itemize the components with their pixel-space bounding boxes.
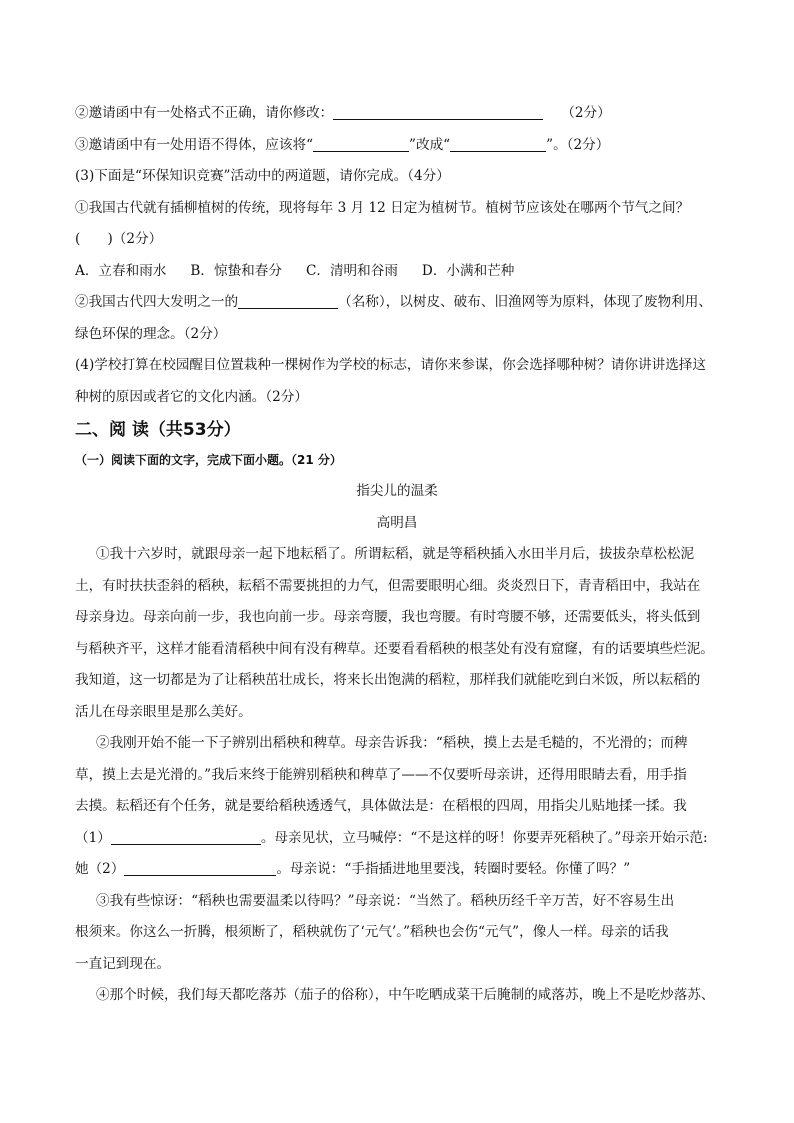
answer-blank[interactable] [111, 830, 261, 845]
question-4: (4)学校打算在校园醒目位置栽种一棵树作为学校的标志，请你来参谋，你会选择哪种树？请你讲讲选择这 [75, 357, 706, 373]
paragraph-line: 去摸。耘稻还有个任务，就是要给稻秧透透气，具体做法是：在稻根的四周，用指尖儿贴地揉一揉。我 [75, 798, 687, 814]
paragraph-line: 与稻秧齐平，这样才能看清稻秧中间有没有稗草。还要看看稻秧的根茎处有没有窟窿，有的话要填些烂泥。 [75, 640, 714, 657]
paragraph-line: ④那个时候，我们每天都吃落苏（茄子的俗称），中午吃晒成菜干后腌制的咸落苏，晚上不是吃炒落苏、 [96, 987, 715, 1003]
option-b[interactable]: B．惊蛰和春分 [190, 262, 282, 279]
answer-blank[interactable] [238, 294, 338, 309]
paragraph-line: 活儿在母亲眼里是那么美好。 [75, 703, 252, 720]
option-d[interactable]: D．小满和芒种 [421, 262, 515, 279]
paragraph-blank-2: 她（2） 。母亲说：“手指插进地里要浅，转圈时要轻。你懂了吗？” [75, 861, 631, 877]
paragraph-line: 土，有时扶扶歪斜的稻秧，耘稻不需要挑担的力气，但需要眼明心细。炎炎烈日下，青青稻田中，我站在 [75, 577, 701, 594]
question-3: (3)下面是“环保知识竞赛”活动中的两道题，请你完成。（4分） [75, 168, 450, 184]
question-3-2-cont: 绿色环保的理念。（2分） [75, 325, 227, 342]
question-3-2: ②我国古代四大发明之一的 （名称），以树皮、破布、旧渔网等为原料，体现了废物利用、 [75, 294, 712, 310]
paragraph-line: 根须来。你这么一折腾，根须断了，稻秧就伤了‘元气’。”稻秧也会伤“元气”，像人一样。母亲的话我 [75, 924, 669, 940]
answer-blank[interactable] [450, 137, 546, 152]
option-c[interactable]: C．清明和谷雨 [305, 262, 398, 279]
paragraph-line: 草，摸上去是光滑的。”我后来终于能辨别稻秧和稗草了——不仅要听母亲讲，还得用眼睛去看，用手指 [75, 766, 687, 783]
section-title: 二、阅 读（共53分） [75, 420, 241, 440]
question-3-1-answer: ( )（2分） [75, 231, 163, 247]
answer-blank[interactable] [124, 861, 276, 876]
option-a[interactable]: A．立春和雨水 [75, 262, 167, 279]
paragraph-line: 母亲身边。母亲向前一步，我也向前一步。母亲弯腰，我也弯腰。有时弯腰不够，还需要低头，将头低到 [75, 609, 701, 625]
section-subtitle: （一）阅读下面的文字，完成下面小题。（21 分） [75, 453, 342, 467]
paragraph-line: 一直记到现在。 [75, 955, 171, 972]
paragraph-line: ①我十六岁时，就跟母亲一起下地耘稻了。所谓耘稻，就是等稻秧插入水田半月后，拔拔杂草松松泥 [96, 546, 695, 562]
paragraph-line: ③我有些惊讶：“稻秧也需要温柔以待吗？”母亲说：“当然了。稻秧历经千辛万苦，好不容易生出 [96, 892, 675, 909]
question-3-1: ①我国古代就有插柳植树的传统，现将每年 3 月 12 日定为植树节。植树节应该处在哪两个节气之间？ [75, 199, 690, 216]
article-author: 高明昌 [376, 515, 418, 531]
paragraph-blank-1: （1） 。母亲见状，立马喊停：“不是这样的呀！你要弄死稻秧了。”母亲开始示范: [75, 829, 708, 846]
question-4-cont: 种树的原因或者它的文化内涵。（2分） [75, 388, 308, 405]
answer-blank[interactable] [333, 105, 543, 120]
paragraph-line: ②我刚开始不能一下子辨别出稻秧和稗草。母亲告诉我：“稻秧，摸上去是毛糙的，不光滑的；而稗 [96, 735, 688, 751]
question-2-3: ③邀请函中有一处用语不得体，应该将“ ”改成“ ”。（2分） [75, 136, 610, 153]
paragraph-line: 我知道，这一切都是为了让稻秧茁壮成长，将来长出饱满的稻粒，那样我们就能吃到白米饭，所以耘稻的 [75, 672, 701, 688]
article-title: 指尖儿的温柔 [356, 483, 438, 499]
answer-blank[interactable] [313, 137, 409, 152]
options-row [0, 256, 794, 288]
question-2-2: ②邀请函中有一处格式不正确，请你修改： （2分） [75, 105, 611, 121]
